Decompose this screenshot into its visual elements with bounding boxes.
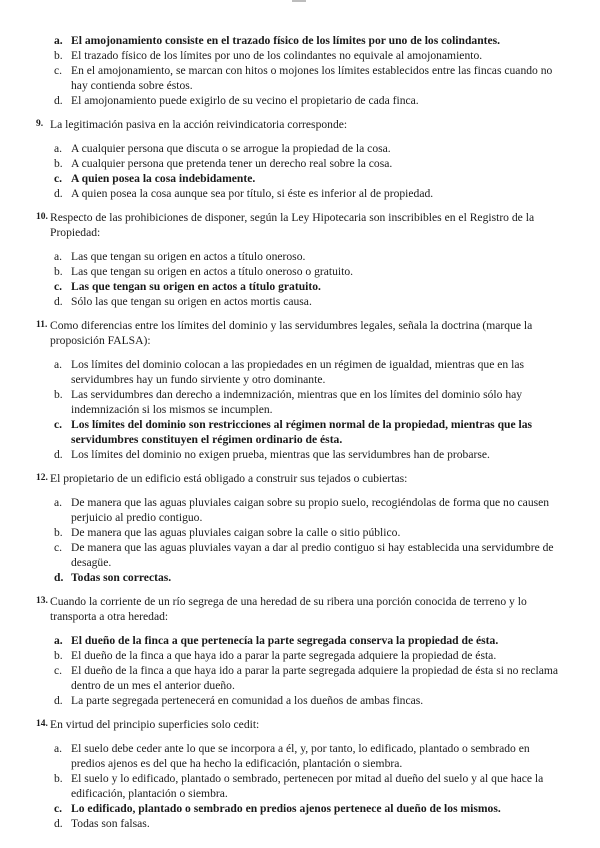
option-text: Sólo las que tengan su origen en actos mortis causa. [71,295,312,308]
answer-option [36,264,564,279]
answer-option [36,156,564,171]
option-text: A quien posea la cosa aunque sea por título, si éste es inferior al de propiedad. [71,187,434,200]
option-letter: b. [54,772,63,785]
page-header-mark [292,0,306,2]
option-text: El amojonamiento consiste en el trazado físico de los límites por uno de los colindantes. [71,34,501,47]
option-text: Las que tengan su origen en actos a título gratuito. [71,280,321,293]
option-text: El dueño de la finca a que haya ido a parar la parte segregada adquiere la propiedad de ésta si no reclama dentro de un mes el anterior dueño. [71,664,559,692]
question-block [36,117,564,210]
option-letter: a. [54,358,63,371]
option-text: El suelo y lo edificado, plantado o sembrado, pertenecen por mitad al dueño del suelo y al que hace la edificación, plantación o siembra. [71,772,544,800]
option-text: Los límites del dominio no exigen prueba, mientras que las servidumbres han de probarse. [71,448,490,461]
question-text [36,318,564,348]
option-letter: c. [54,64,63,77]
option-text: Todas son correctas. [71,571,172,584]
answer-option [36,648,564,663]
option-text: De manera que las aguas pluviales caigan sobre la calle o sitio público. [71,526,401,539]
answer-option [36,693,564,708]
question-block [36,594,564,717]
option-text: Las que tengan su origen en actos a título oneroso. [71,250,306,263]
option-letter: d. [54,571,64,584]
answer-option-correct [36,171,564,186]
option-text: Los límites del dominio son restricciones al régimen normal de la propiedad, mientras que las servidumbres constituyen el régimen ordinario de ésta. [71,418,533,446]
answer-option [36,540,564,570]
question-number: 13. [36,596,48,606]
option-text: A cualquier persona que discuta o se arrogue la propiedad de la cosa. [71,142,391,155]
answer-option [36,48,564,63]
answer-option-correct [36,633,564,648]
answer-option [36,63,564,93]
question-stem: Cuando la corriente de un río segrega de una heredad de su ribera una porción conocida de terreno y lo transporta a otra heredad: [50,595,527,623]
answer-option [36,93,564,108]
answer-option [36,186,564,201]
question-block [36,717,564,840]
question-spacer [36,309,564,318]
answer-option-correct [36,417,564,447]
answer-option [36,741,564,771]
question-list [36,33,564,840]
answer-option [36,771,564,801]
answer-option [36,387,564,417]
question-spacer [36,708,564,717]
question-text [36,117,564,132]
option-letter: d. [54,817,63,830]
question-number: 14. [36,719,48,729]
answer-option-correct [36,33,564,48]
answer-option [36,495,564,525]
answer-option [36,294,564,309]
option-letter: b. [54,157,63,170]
option-letter: a. [54,634,63,647]
option-letter: b. [54,388,63,401]
option-letter: a. [54,250,63,263]
question-number: 12. [36,473,48,483]
option-letter: d. [54,187,63,200]
option-text: De manera que las aguas pluviales caigan sobre su propio suelo, recogiéndolas de forma que no causen perjuicio al predio contiguo. [71,496,550,524]
question-block [36,33,564,117]
option-text: El suelo debe ceder ante lo que se incorpora a él, y, por tanto, lo edificado, plantado o sembrado en predios ajenos es del que ha hecho la edificación, plantación o siembra. [71,742,530,770]
option-letter: d. [54,295,63,308]
answer-option [36,816,564,831]
option-letter: c. [54,418,63,431]
option-text: Lo edificado, plantado o sembrado en predios ajenos pertenece al dueño de los mismos. [71,802,501,815]
question-text [36,210,564,240]
option-letter: a. [54,34,63,47]
option-letter: a. [54,742,63,755]
option-text: El amojonamiento puede exigirlo de su vecino el propietario de cada finca. [71,94,419,107]
answer-option-correct [36,570,564,585]
question-spacer [36,831,564,840]
question-stem: Como diferencias entre los límites del dominio y las servidumbres legales, señala la doctrina (marque la proposición FALSA): [50,319,533,347]
question-stem: Respecto de las prohibiciones de disponer, según la Ley Hipotecaria son inscribibles en el Registro de la Propiedad: [50,211,535,239]
answer-option [36,357,564,387]
option-text: El dueño de la finca a que haya ido a parar la parte segregada adquiere la propiedad de ésta. [71,649,497,662]
option-letter: c. [54,664,63,677]
option-text: A quien posea la cosa indebidamente. [71,172,256,185]
question-spacer [36,462,564,471]
question-number: 9. [36,119,44,129]
option-letter: c. [54,802,63,815]
question-stem: La legitimación pasiva en la acción reivindicatoria corresponde: [50,118,348,131]
option-text: Las que tengan su origen en actos a título oneroso o gratuito. [71,265,354,278]
answer-option [36,249,564,264]
question-block [36,318,564,471]
option-letter: b. [54,265,63,278]
option-text: El trazado físico de los límites por uno de los colindantes no equivale al amojonamiento. [71,49,483,62]
option-text: Los límites del dominio colocan a las propiedades en un régimen de igualdad, mientras que en las servidumbres hay un fundo sirviente y otro dominante. [71,358,524,386]
option-letter: b. [54,526,63,539]
option-letter: b. [54,49,63,62]
answer-option [36,141,564,156]
option-letter: d. [54,694,63,707]
option-letter: d. [54,94,63,107]
option-text: El dueño de la finca a que pertenecía la parte segregada conserva la propiedad de ésta. [71,634,499,647]
option-text: A cualquier persona que pretenda tener un derecho real sobre la cosa. [71,157,393,170]
option-letter: c. [54,172,63,185]
answer-option [36,447,564,462]
answer-option-correct [36,801,564,816]
question-text [36,594,564,624]
option-letter: b. [54,649,63,662]
question-text [36,717,564,732]
question-stem: El propietario de un edificio está obligado a construir sus tejados o cubiertas: [50,472,408,485]
answer-option [36,663,564,693]
question-text [36,471,564,486]
question-block [36,210,564,318]
question-number: 10. [36,212,48,222]
option-text: La parte segregada pertenecerá en comunidad a los dueños de ambas fincas. [71,694,424,707]
option-text: De manera que las aguas pluviales vayan a dar al predio contiguo si hay establecida una servidumbre de desagüe. [71,541,554,569]
option-text: En el amojonamiento, se marcan con hitos o mojones los límites establecidos entre las fincas cuando no hay contienda sobre éstos. [71,64,553,92]
question-spacer [36,585,564,594]
answer-option-correct [36,279,564,294]
question-stem: En virtud del principio superficies solo cedit: [50,718,260,731]
question-spacer [36,108,564,117]
option-letter: c. [54,280,63,293]
answer-option [36,525,564,540]
question-number: 11. [36,320,48,330]
option-letter: c. [54,541,63,554]
option-text: Todas son falsas. [71,817,150,830]
option-letter: a. [54,496,63,509]
question-block [36,471,564,594]
option-letter: a. [54,142,63,155]
option-text: Las servidumbres dan derecho a indemnización, mientras que en los límites del dominio sólo hay indemnización si los mismos se incumplen. [71,388,523,416]
question-spacer [36,201,564,210]
option-letter: d. [54,448,63,461]
